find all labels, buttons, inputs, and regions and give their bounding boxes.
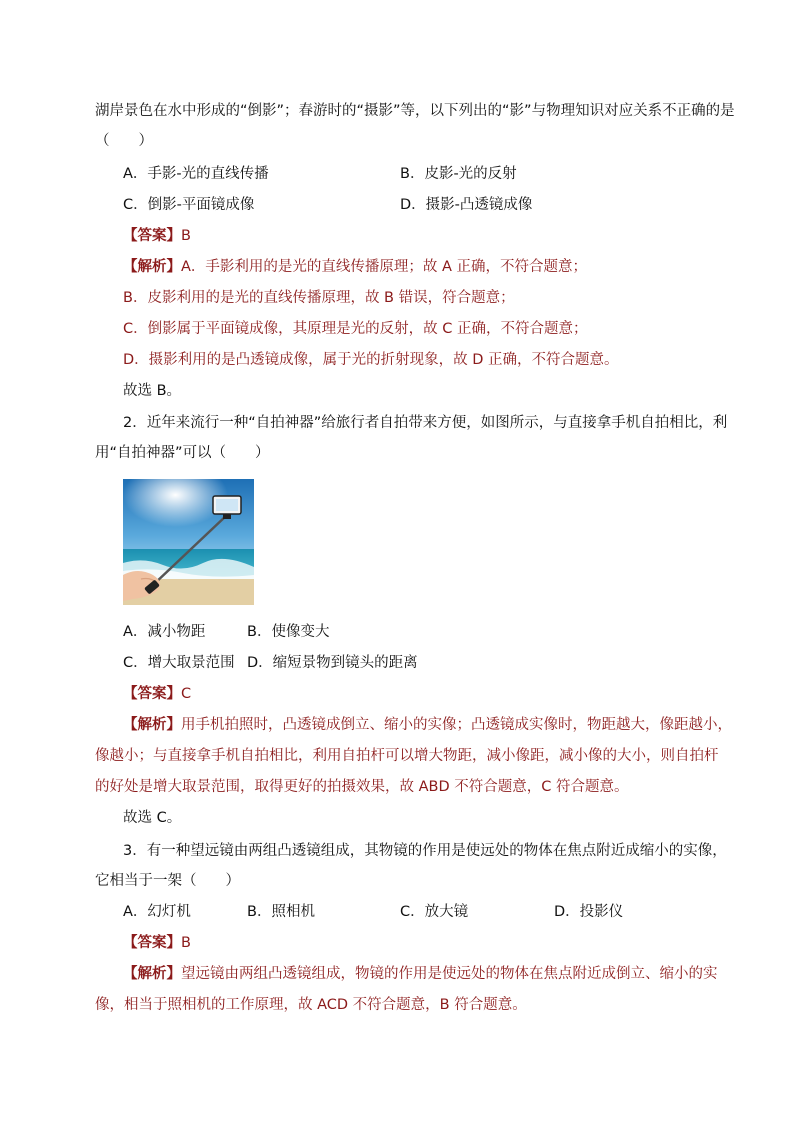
q3-analysis-line2: 像，相当于照相机的工作原理，故 ACD 不符合题意，B 符合题意。 (95, 997, 527, 1013)
q2-stem-line2: 用“自拍神器”可以（ ） (95, 445, 270, 461)
q2-stem-line1: 2．近年来流行一种“自拍神器”给旅行者自拍带来方便，如图所示，与直接拿手机自拍相比，利 (123, 415, 728, 431)
q2-answer (123, 684, 191, 704)
q2-analysis-line3: 的好处是增大取景范围，取得更好的拍摄效果，故 ABD 不符合题意，C 符合题意。 (95, 779, 629, 795)
answer-label: 【答案】 (123, 228, 181, 244)
q2-conclusion: 故选 C。 (123, 810, 182, 826)
q2-option-b: B．使像变大 (247, 624, 330, 640)
answer-label: 【答案】 (123, 686, 181, 702)
q1-option-c: C．倒影-平面镜成像 (123, 197, 255, 213)
q3-answer (123, 933, 191, 953)
answer-value: B (181, 935, 191, 951)
q1-answer (123, 226, 191, 246)
q1-analysis-line3: C．倒影属于平面镜成像，其原理是光的反射，故 C 正确，不符合题意； (123, 321, 588, 337)
q2-option-c: C．增大取景范围 (123, 655, 235, 671)
q1-conclusion: 故选 B。 (123, 383, 182, 399)
q1-analysis-line4: D．摄影利用的是凸透镜成像，属于光的折射现象，故 D 正确，不符合题意。 (123, 352, 619, 368)
q3-stem-line2: 它相当于一架（ ） (95, 873, 240, 889)
analysis-label: 【解析】 (123, 717, 181, 733)
q1-analysis-line2: B．皮影利用的是光的直线传播原理，故 B 错误，符合题意； (123, 290, 515, 306)
analysis-label: 【解析】 (123, 259, 181, 275)
q3-analysis-line1 (123, 964, 718, 984)
q3-option-d: D．投影仪 (554, 904, 624, 920)
q2-analysis-line1 (123, 715, 732, 735)
q3-stem-line1: 3．有一种望远镜由两组凸透镜组成，其物镜的作用是使远处的物体在焦点附近成缩小的实像， (123, 843, 727, 859)
analysis-text: 望远镜由两组凸透镜组成，物镜的作用是使远处的物体在焦点附近成倒立、缩小的实 (181, 966, 718, 982)
analysis-text: A．手影利用的是光的直线传播原理；故 A 正确，不符合题意； (181, 259, 588, 275)
analysis-label: 【解析】 (123, 966, 181, 982)
answer-value: B (181, 228, 191, 244)
q1-option-b: B．皮影-光的反射 (400, 166, 517, 182)
q2-analysis-line2: 像越小；与直接拿手机自拍相比，利用自拍杆可以增大物距，减小像距，减小像的大小，则自拍杆 (95, 748, 719, 764)
q2-option-a: A．减小物距 (123, 624, 206, 640)
analysis-text: 用手机拍照时，凸透镜成倒立、缩小的实像；凸透镜成实像时，物距越大，像距越小， (181, 717, 732, 733)
selfie-stick-photo (123, 479, 254, 605)
q1-option-d: D．摄影-凸透镜成像 (400, 197, 533, 213)
q2-option-d: D．缩短景物到镜头的距离 (247, 655, 418, 671)
q3-option-a: A．幻灯机 (123, 904, 191, 920)
q1-analysis-line1 (123, 257, 587, 277)
q1-stem-line1: 湖岸景色在水中形成的“倒影”；春游时的“摄影”等，以下列出的“影”与物理知识对应关系不正确的是 (95, 103, 735, 119)
q1-option-a: A．手影-光的直线传播 (123, 166, 269, 182)
q3-option-b: B．照相机 (247, 904, 315, 920)
q3-option-c: C．放大镜 (400, 904, 469, 920)
answer-label: 【答案】 (123, 935, 181, 951)
answer-value: C (181, 686, 192, 702)
q1-stem-line2: （ ） (95, 133, 153, 149)
